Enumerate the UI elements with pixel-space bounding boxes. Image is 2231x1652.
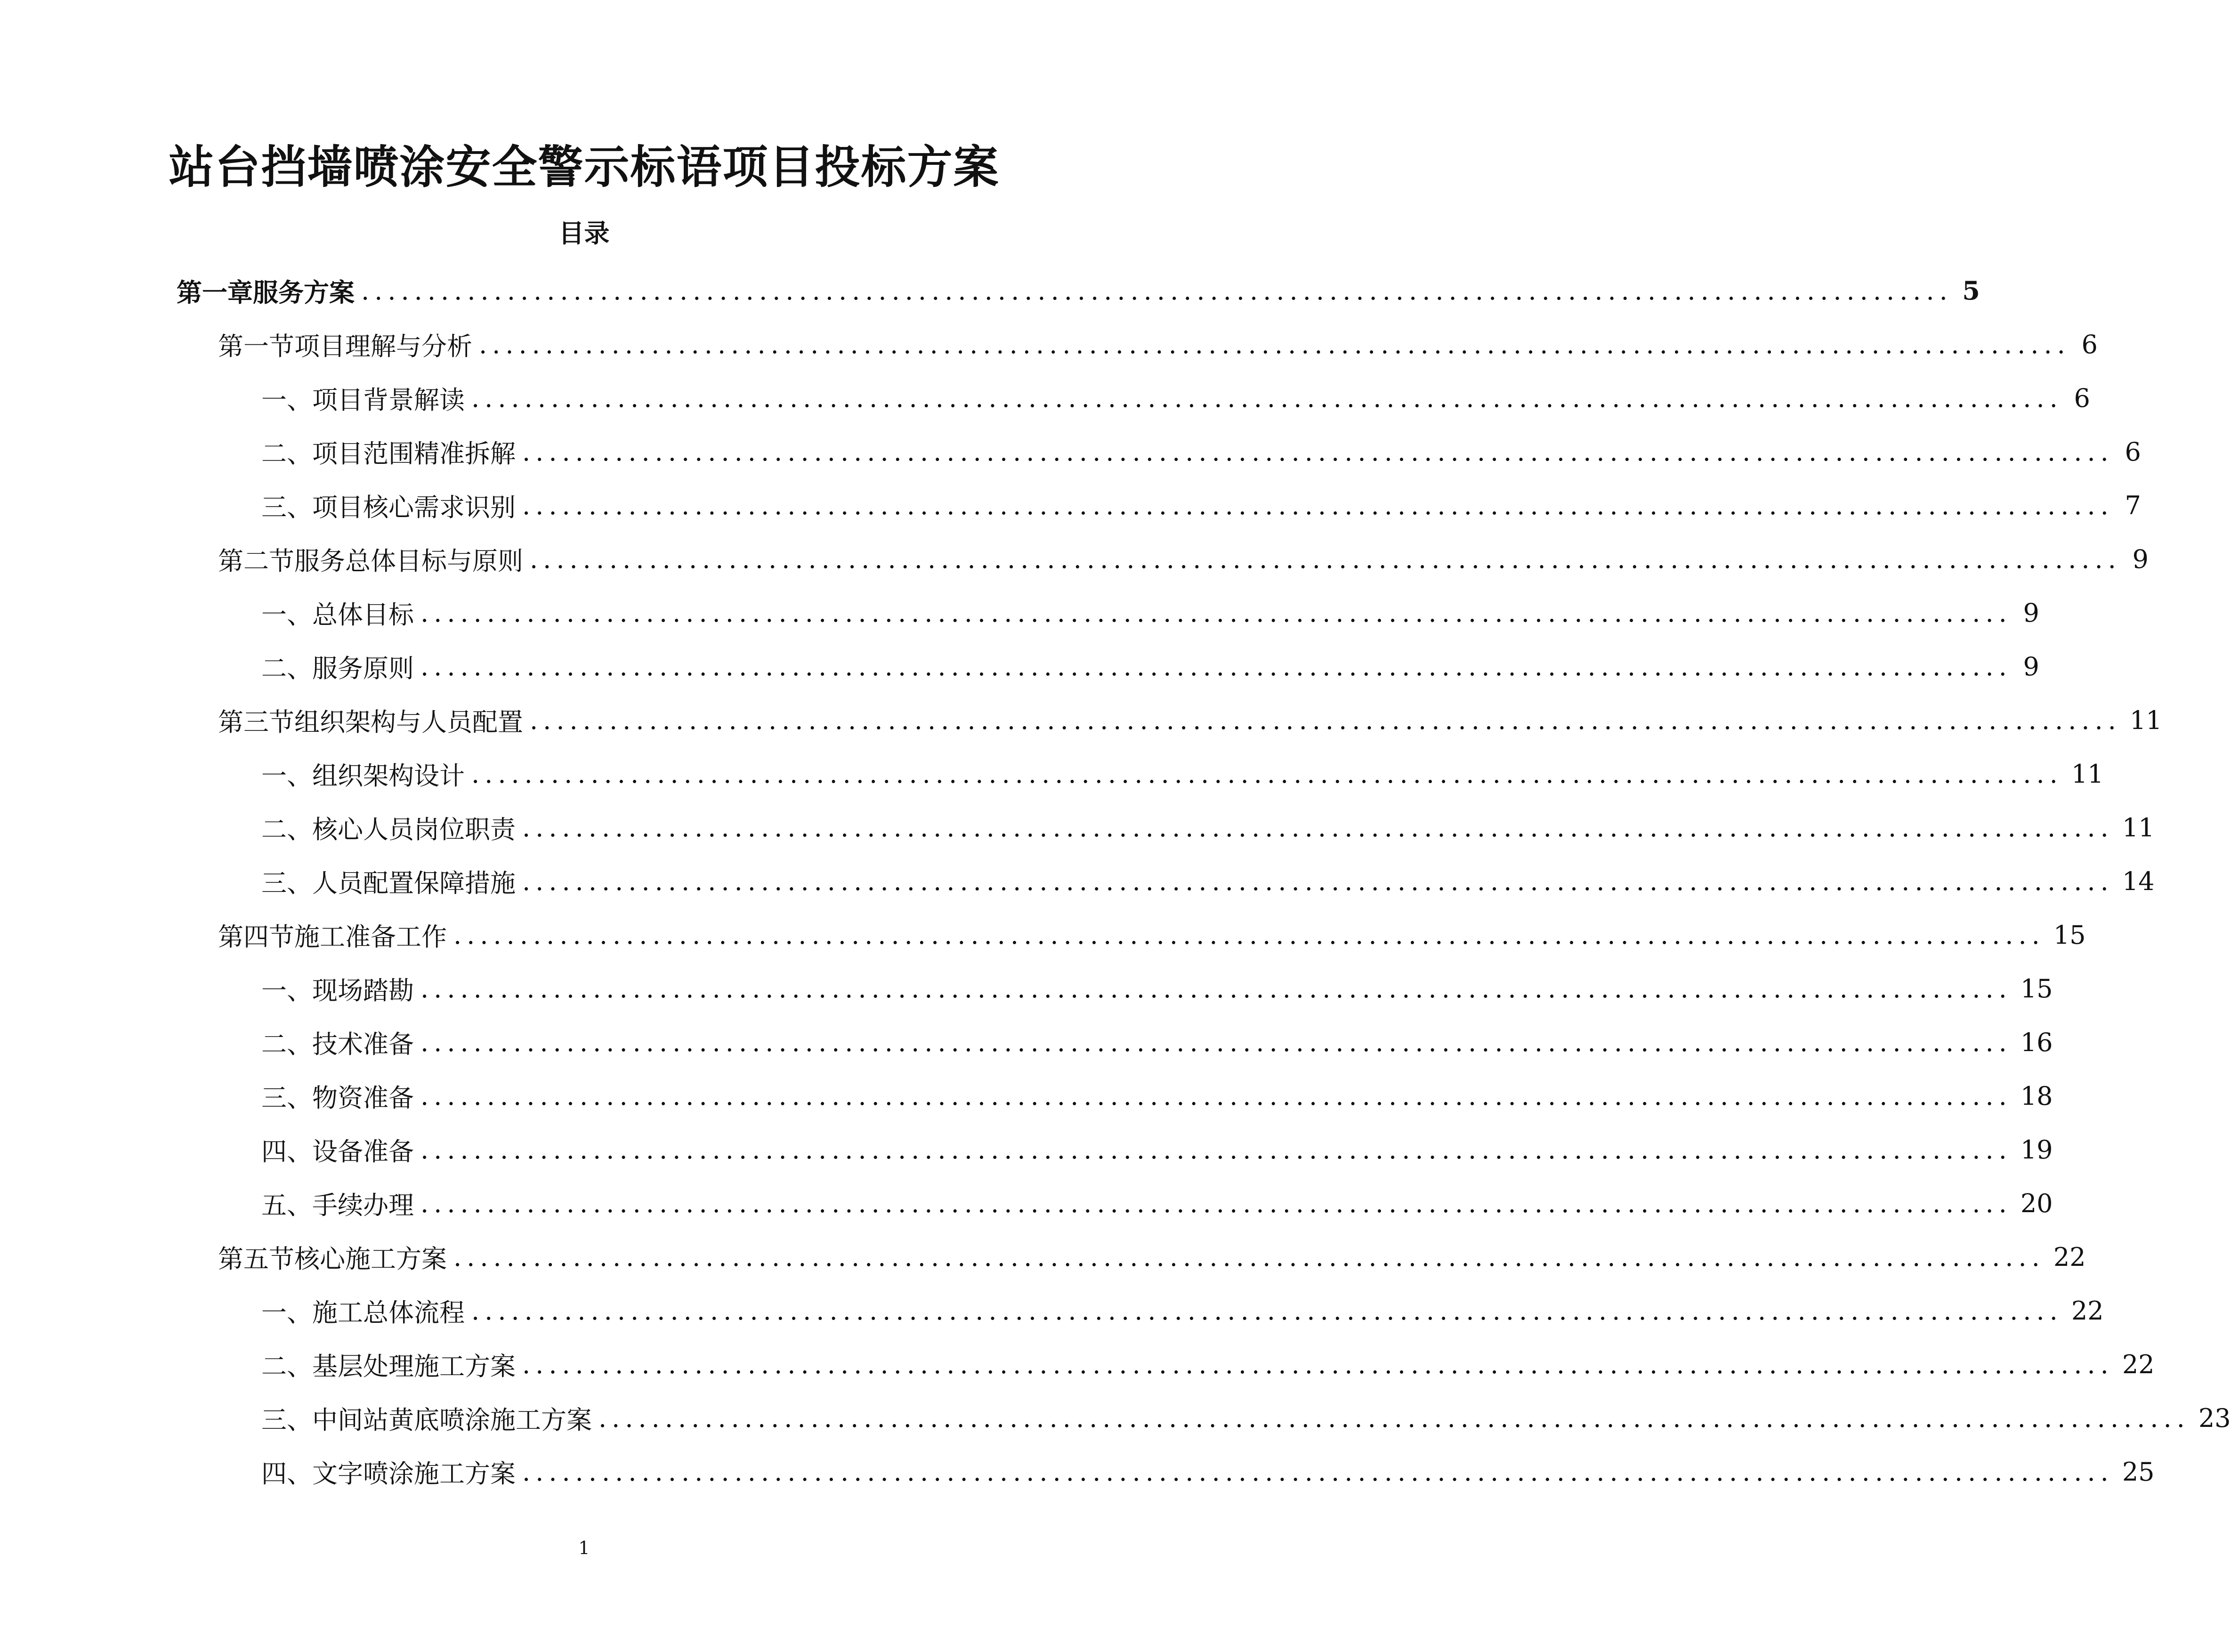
toc-entry-label: 中间站黄底喷涂施工方案	[312, 1405, 592, 1435]
toc-entry-label: 服务总体目标与原则	[294, 546, 523, 576]
toc-entry-page: 18	[2020, 1081, 2053, 1111]
toc-entry-label: 项目理解与分析	[294, 331, 472, 361]
toc-entry[interactable]	[218, 1230, 2086, 1284]
toc-leader-dots: ........................................................................................................................	[453, 920, 2045, 950]
table-of-contents	[0, 264, 2231, 1498]
toc-entry-number: 五、	[261, 1190, 312, 1220]
toc-entry[interactable]	[261, 1284, 2104, 1337]
toc-entry-page: 19	[2020, 1134, 2053, 1165]
toc-entry-page: 20	[2020, 1188, 2053, 1218]
toc-entry-number: 一、	[261, 599, 312, 630]
toc-entry-number: 第一节	[218, 331, 294, 361]
toc-entry-label: 项目核心需求识别	[312, 492, 516, 522]
toc-entry-number: 二、	[261, 814, 312, 844]
toc-leader-dots: ........................................................................................................................	[530, 705, 2121, 735]
toc-entry[interactable]	[218, 693, 2162, 747]
toc-entry-page: 9	[2132, 544, 2149, 574]
toc-entry-page: 22	[2122, 1349, 2155, 1379]
toc-leader-dots: ........................................................................................................................	[522, 1349, 2114, 1379]
toc-entry[interactable]	[261, 801, 2155, 854]
toc-entry-page: 7	[2125, 490, 2141, 520]
toc-entry[interactable]	[261, 1391, 2231, 1445]
toc-leader-dots: ........................................................................................................................	[471, 759, 2063, 789]
toc-entry-label: 总体目标	[312, 599, 414, 630]
toc-entry-number: 第四节	[218, 922, 294, 952]
toc-entry[interactable]	[261, 962, 2053, 1015]
toc-leader-dots: ........................................................................................................................	[420, 1188, 2012, 1218]
toc-entry[interactable]	[261, 1445, 2155, 1498]
toc-leader-dots: ........................................................................................................................	[522, 490, 2114, 520]
toc-entry-label: 项目范围精准拆解	[312, 438, 516, 469]
toc-entry-label: 物资准备	[312, 1083, 414, 1113]
toc-entry[interactable]	[177, 264, 1980, 317]
toc-entry-number: 一、	[261, 1297, 312, 1328]
toc-leader-dots: ........................................................................................................................	[530, 544, 2121, 574]
toc-entry-page: 6	[2081, 329, 2098, 359]
toc-entry-label: 组织架构与人员配置	[294, 707, 523, 737]
toc-entry[interactable]	[261, 854, 2155, 908]
toc-entry-label: 技术准备	[312, 1029, 414, 1059]
toc-entry-label: 核心施工方案	[294, 1244, 447, 1274]
toc-leader-dots: ........................................................................................................................	[522, 866, 2114, 896]
toc-entry-number: 二、	[261, 1351, 312, 1381]
toc-leader-dots: ........................................................................................................................	[453, 1242, 2045, 1272]
page-title: 站台挡墙喷涂安全警示标语项目投标方案	[169, 140, 1000, 194]
toc-entry-number: 第一章	[177, 277, 253, 308]
toc-entry-number: 三、	[261, 1083, 312, 1113]
toc-entry[interactable]	[218, 532, 2149, 586]
toc-entry-page: 11	[2122, 812, 2155, 842]
toc-entry-number: 一、	[261, 975, 312, 1005]
toc-entry-number: 二、	[261, 1029, 312, 1059]
toc-entry[interactable]	[261, 1015, 2053, 1069]
toc-leader-dots: ........................................................................................................................	[522, 437, 2114, 467]
toc-entry[interactable]	[261, 1069, 2053, 1123]
toc-entry-number: 一、	[261, 385, 312, 415]
toc-leader-dots: ........................................................................................................................	[420, 973, 2012, 1004]
toc-entry-page: 15	[2053, 920, 2086, 950]
toc-entry-number: 三、	[261, 492, 312, 522]
toc-entry[interactable]	[261, 478, 2141, 532]
toc-entry[interactable]	[261, 1337, 2155, 1391]
toc-entry-page: 9	[2023, 598, 2039, 628]
toc-entry-page: 6	[2125, 437, 2141, 467]
toc-entry-page: 14	[2122, 866, 2155, 896]
toc-entry[interactable]	[261, 640, 2039, 693]
toc-leader-dots: ........................................................................................................................	[420, 651, 2012, 681]
toc-entry-number: 第五节	[218, 1244, 294, 1274]
toc-entry-label: 文字喷涂施工方案	[312, 1458, 516, 1489]
toc-entry[interactable]	[261, 1123, 2053, 1176]
toc-entry-number: 二、	[261, 438, 312, 469]
toc-entry-page: 11	[2071, 759, 2104, 789]
toc-entry[interactable]	[261, 747, 2104, 801]
toc-entry-number: 四、	[261, 1136, 312, 1166]
toc-leader-dots: ........................................................................................................................	[522, 812, 2114, 842]
toc-leader-dots: ........................................................................................................................	[471, 383, 2063, 413]
toc-entry[interactable]	[218, 908, 2086, 962]
toc-entry[interactable]	[218, 317, 2098, 371]
toc-entry-page: 11	[2129, 705, 2162, 735]
toc-leader-dots: ........................................................................................................................	[420, 1081, 2012, 1111]
toc-entry-page: 16	[2020, 1027, 2053, 1057]
toc-leader-dots: ........................................................................................................................	[471, 1296, 2063, 1326]
toc-entry-label: 服务方案	[253, 277, 355, 308]
toc-entry-number: 二、	[261, 653, 312, 683]
toc-entry[interactable]	[261, 371, 2090, 425]
toc-leader-dots: ........................................................................................................................	[420, 1027, 2012, 1057]
toc-entry-label: 组织架构设计	[312, 761, 465, 791]
toc-leader-dots: ........................................................................................................................	[598, 1403, 2190, 1433]
toc-entry-label: 施工总体流程	[312, 1297, 465, 1328]
toc-entry-label: 服务原则	[312, 653, 414, 683]
toc-entry-page: 9	[2023, 651, 2039, 681]
toc-entry-number: 一、	[261, 761, 312, 791]
toc-entry-page: 5	[1962, 275, 1980, 306]
toc-heading: 目录	[558, 218, 610, 248]
page-number: 1	[578, 1538, 590, 1558]
toc-entry-label: 项目背景解读	[312, 385, 465, 415]
toc-entry[interactable]	[261, 425, 2141, 478]
toc-entry-label: 手续办理	[312, 1190, 414, 1220]
toc-entry-page: 22	[2071, 1296, 2104, 1326]
toc-entry-label: 现场踏勘	[312, 975, 414, 1005]
toc-entry-number: 第三节	[218, 707, 294, 737]
toc-entry-label: 核心人员岗位职责	[312, 814, 516, 844]
toc-leader-dots: ........................................................................................................................	[420, 1134, 2012, 1165]
toc-entry-page: 25	[2122, 1457, 2155, 1487]
toc-entry[interactable]	[261, 1176, 2053, 1230]
toc-entry[interactable]	[261, 586, 2039, 640]
toc-entry-page: 15	[2020, 973, 2053, 1004]
toc-leader-dots: ........................................................................................................................	[522, 1457, 2114, 1487]
toc-entry-page: 6	[2074, 383, 2090, 413]
toc-entry-number: 三、	[261, 868, 312, 898]
toc-entry-label: 设备准备	[312, 1136, 414, 1166]
toc-entry-label: 基层处理施工方案	[312, 1351, 516, 1381]
toc-leader-dots: ........................................................................................................................	[361, 275, 1953, 306]
toc-entry-number: 四、	[261, 1458, 312, 1489]
toc-entry-page: 23	[2198, 1403, 2231, 1433]
toc-entry-number: 三、	[261, 1405, 312, 1435]
toc-entry-page: 22	[2053, 1242, 2086, 1272]
toc-leader-dots: ........................................................................................................................	[420, 598, 2012, 628]
toc-entry-number: 第二节	[218, 546, 294, 576]
toc-entry-label: 施工准备工作	[294, 922, 447, 952]
toc-entry-label: 人员配置保障措施	[312, 868, 516, 898]
toc-leader-dots: ........................................................................................................................	[479, 329, 2070, 359]
